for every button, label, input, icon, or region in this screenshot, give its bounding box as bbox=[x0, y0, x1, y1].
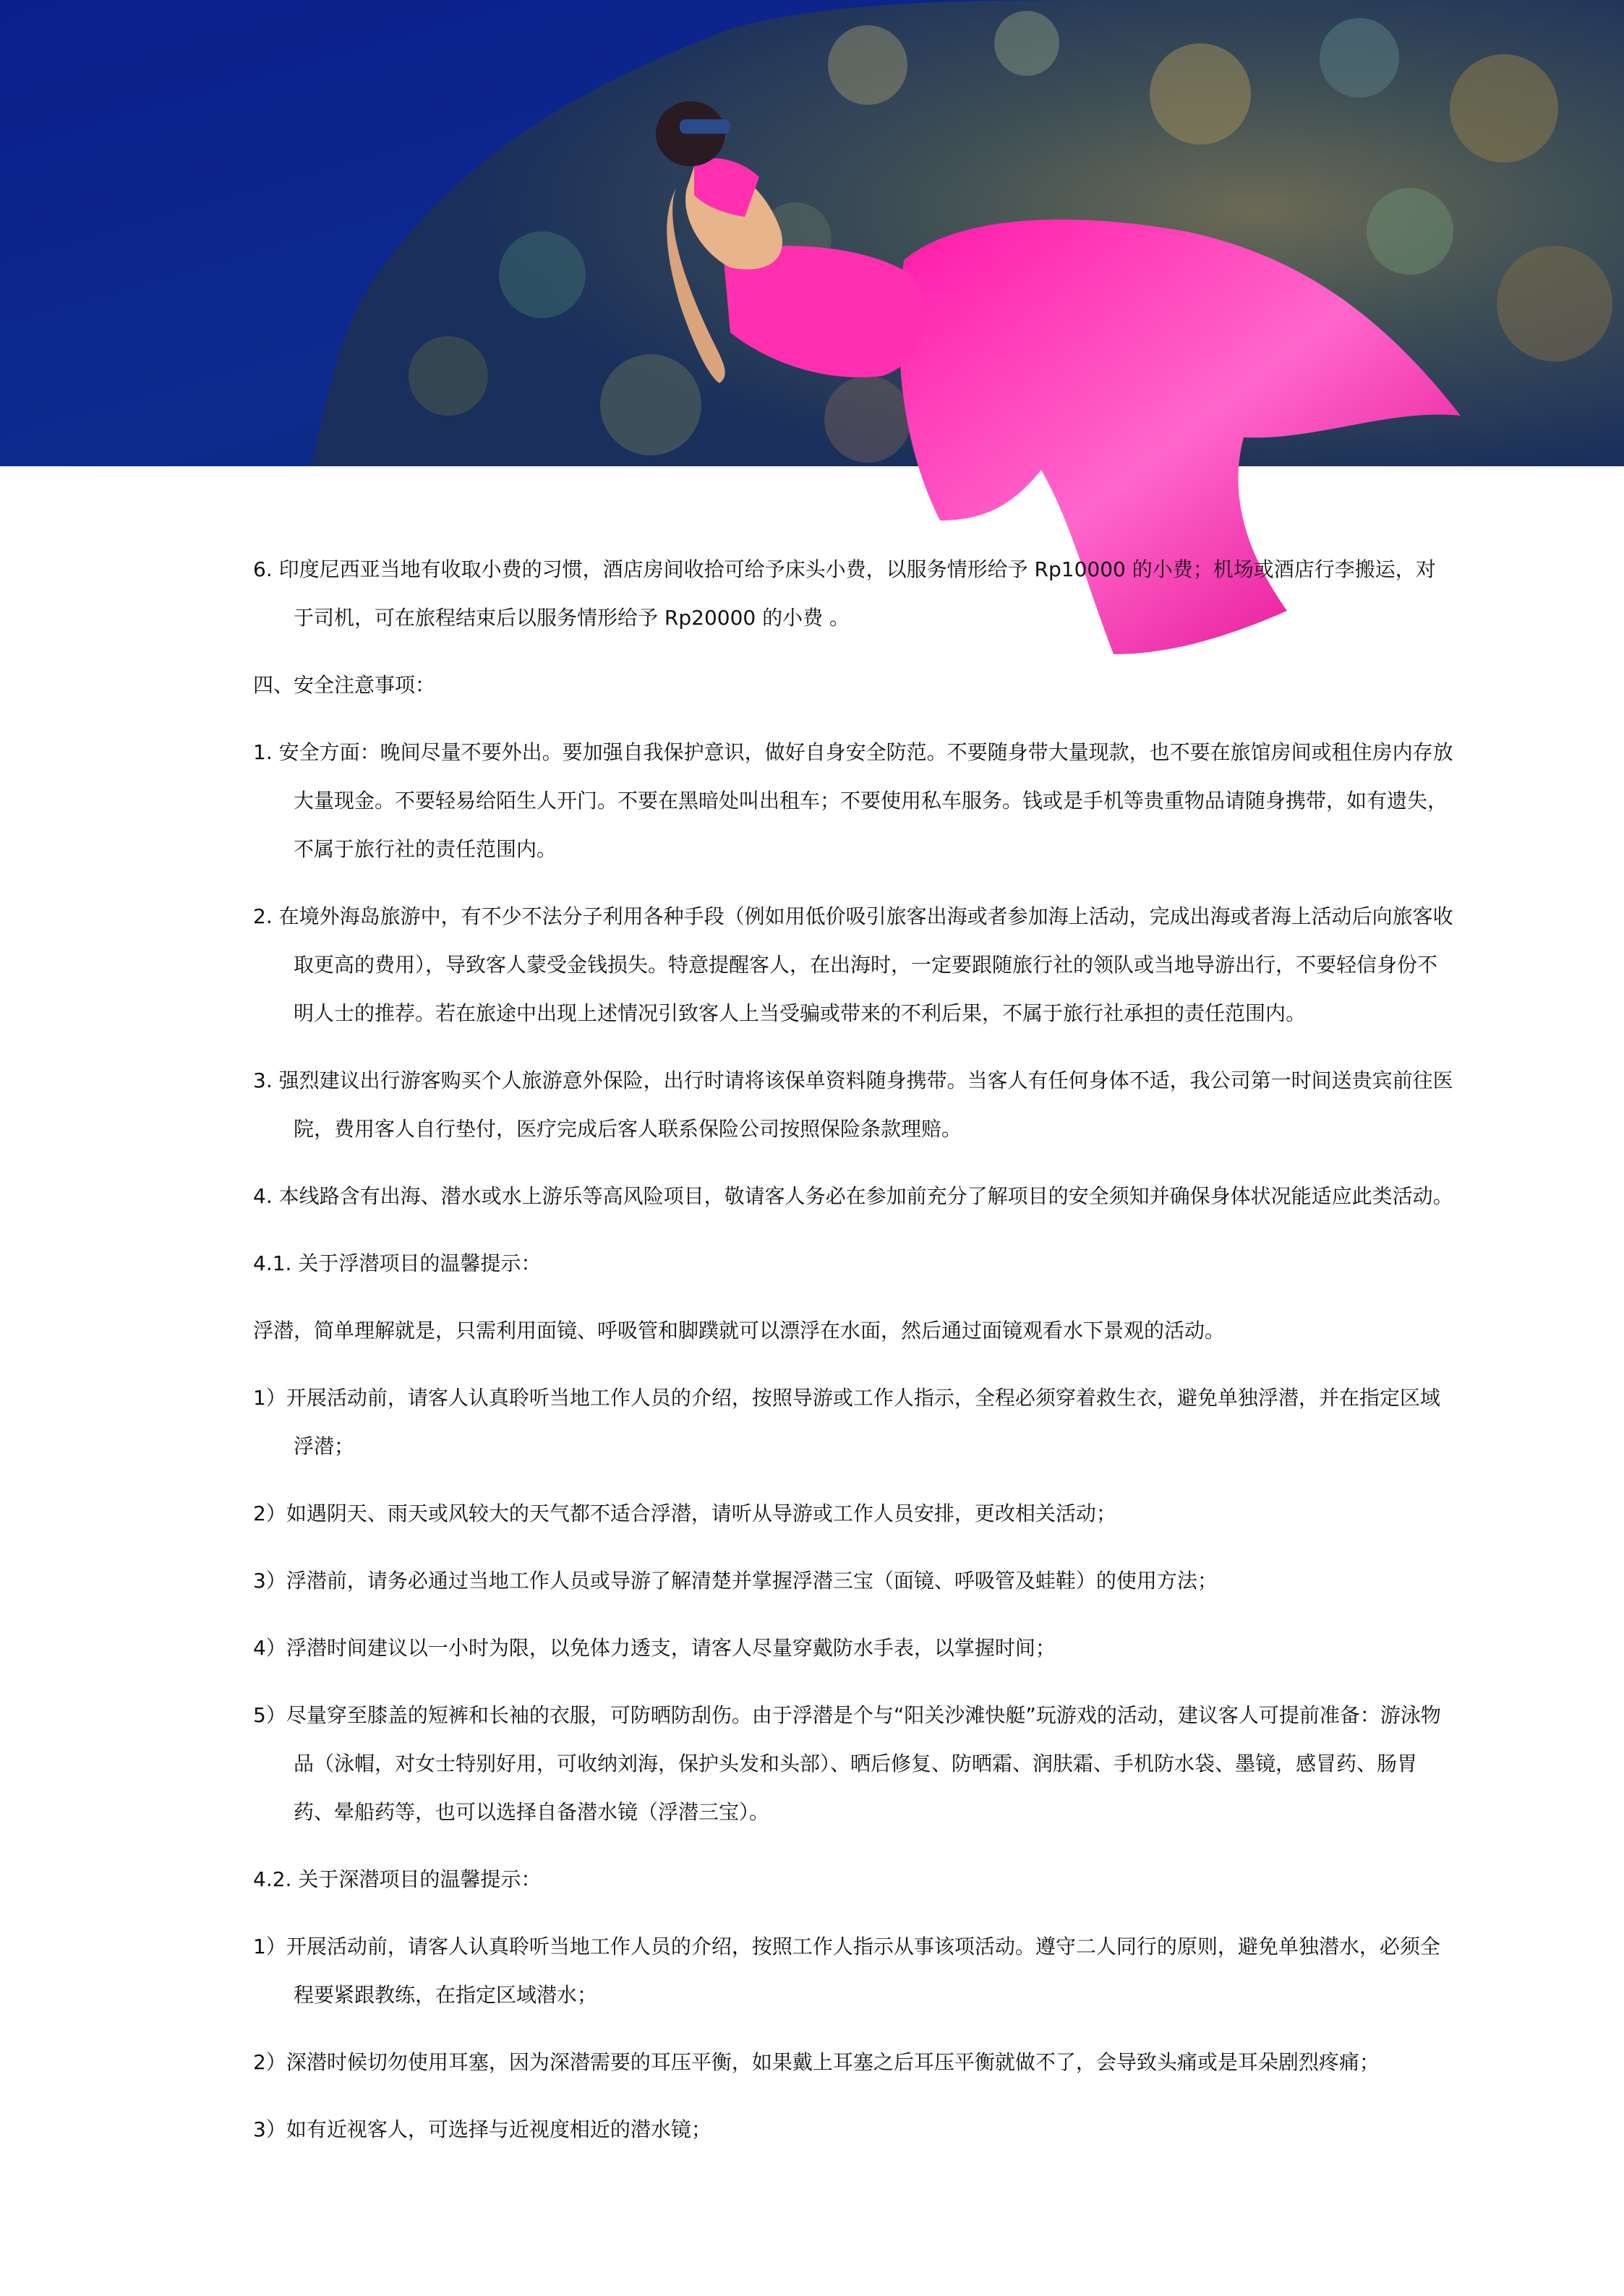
safety-item-4: 4. 本线路含有出海、潜水或水上游乐等高风险项目，敬请客人务必在参加前充分了解项目的安全须知并确保身体状况能适应此类活动。 bbox=[253, 1184, 1453, 1208]
tip-item-6: 6. 印度尼西亚当地有收取小费的习惯，酒店房间收拾可给予床头小费，以服务情形给予 Rp10000 的小费；机场或酒店行李搬运，对于司机，可在旅程结束后以服务情形给予 Rp20000 的小费 。 bbox=[253, 557, 1436, 630]
snorkel-tip-5: 5）尽量穿至膝盖的短裤和长袖的衣服，可防晒防刮伤。由于浮潜是个与“阳关沙滩快艇”玩游戏的活动，建议客人可提前准备：游泳物品（泳帽，对女士特别好用，可收纳刘海，保护头发和头部）、晒后修复、防晒霜、润肤霜、手机防水袋、墨镜，感冒药、肠胃药、晕船药等，也可以选择自备潜水镜（浮潜三宝）。 bbox=[253, 1703, 1441, 1824]
dive-heading: 4.2. 关于深潜项目的温馨提示： bbox=[253, 1867, 542, 1891]
snorkel-tip-3: 3）浮潜前，请务必通过当地工作人员或导游了解清楚并掌握浮潜三宝（面镜、呼吸管及蛙鞋）的使用方法； bbox=[253, 1569, 1218, 1593]
snorkel-tip-1: 1）开展活动前，请客人认真聆听当地工作人员的介绍，按照导游或工作人指示，全程必须穿着救生衣，避免单独浮潜，并在指定区域浮潜； bbox=[253, 1386, 1440, 1458]
dive-tip-1: 1）开展活动前，请客人认真聆听当地工作人员的介绍，按照工作人指示从事该项活动。遵守二人同行的原则，避免单独潜水，必须全程要紧跟教练，在指定区域潜水； bbox=[253, 1935, 1440, 2007]
dive-tip-3: 3）如有近视客人，可选择与近视度相近的潜水镜； bbox=[253, 2117, 711, 2141]
snorkel-tip-4: 4）浮潜时间建议以一小时为限，以免体力透支，请客人尽量穿戴防水手表，以掌握时间； bbox=[253, 1636, 1056, 1660]
snorkel-heading: 4.1. 关于浮潜项目的温馨提示： bbox=[253, 1251, 542, 1275]
document-body bbox=[253, 545, 1453, 2172]
section-heading-safety: 四、安全注意事项： bbox=[253, 673, 436, 697]
dive-tip-2: 2）深潜时候切勿使用耳塞，因为深潜需要的耳压平衡，如果戴上耳塞之后耳压平衡就做不了，会导致头痛或是耳朵剧烈疼痛； bbox=[253, 2050, 1380, 2074]
snorkel-tip-2: 2）如遇阴天、雨天或风较大的天气都不适合浮潜，请听从导游或工作人员安排，更改相关活动； bbox=[253, 1502, 1116, 1525]
safety-item-3: 3. 强烈建议出行游客购买个人旅游意外保险，出行时请将该保单资料随身携带。当客人有任何身体不适，我公司第一时间送贵宾前往医院，费用客人自行垫付，医疗完成后客人联系保险公司按照保险条款理赔。 bbox=[253, 1068, 1453, 1141]
safety-item-1: 1. 安全方面：晚间尽量不要外出。要加强自我保护意识，做好自身安全防范。不要随身带大量现款，也不要在旅馆房间或租住房内存放大量现金。不要轻易给陌生人开门。不要在黑暗处叫出租车；不要使用私车服务。钱或是手机等贵重物品请随身携带，如有遗失，不属于旅行社的责任范围内。 bbox=[253, 740, 1453, 861]
snorkel-intro: 浮潜，简单理解就是，只需利用面镜、呼吸管和脚蹼就可以漂浮在水面，然后通过面镜观看水下景观的活动。 bbox=[253, 1319, 1226, 1342]
safety-item-2: 2. 在境外海岛旅游中，有不少不法分子利用各种手段（例如用低价吸引旅客出海或者参加海上活动，完成出海或者海上活动后向旅客收取更高的费用），导致客人蒙受金钱损失。特意提醒客人，在出海时，一定要跟随旅行社的领队或当地导游出行，不要轻信身份不明人士的推荐。若在旅途中出现上述情况引致客人上当受骗或带来的不利后果，不属于旅行社承担的责任范围内。 bbox=[253, 904, 1453, 1025]
